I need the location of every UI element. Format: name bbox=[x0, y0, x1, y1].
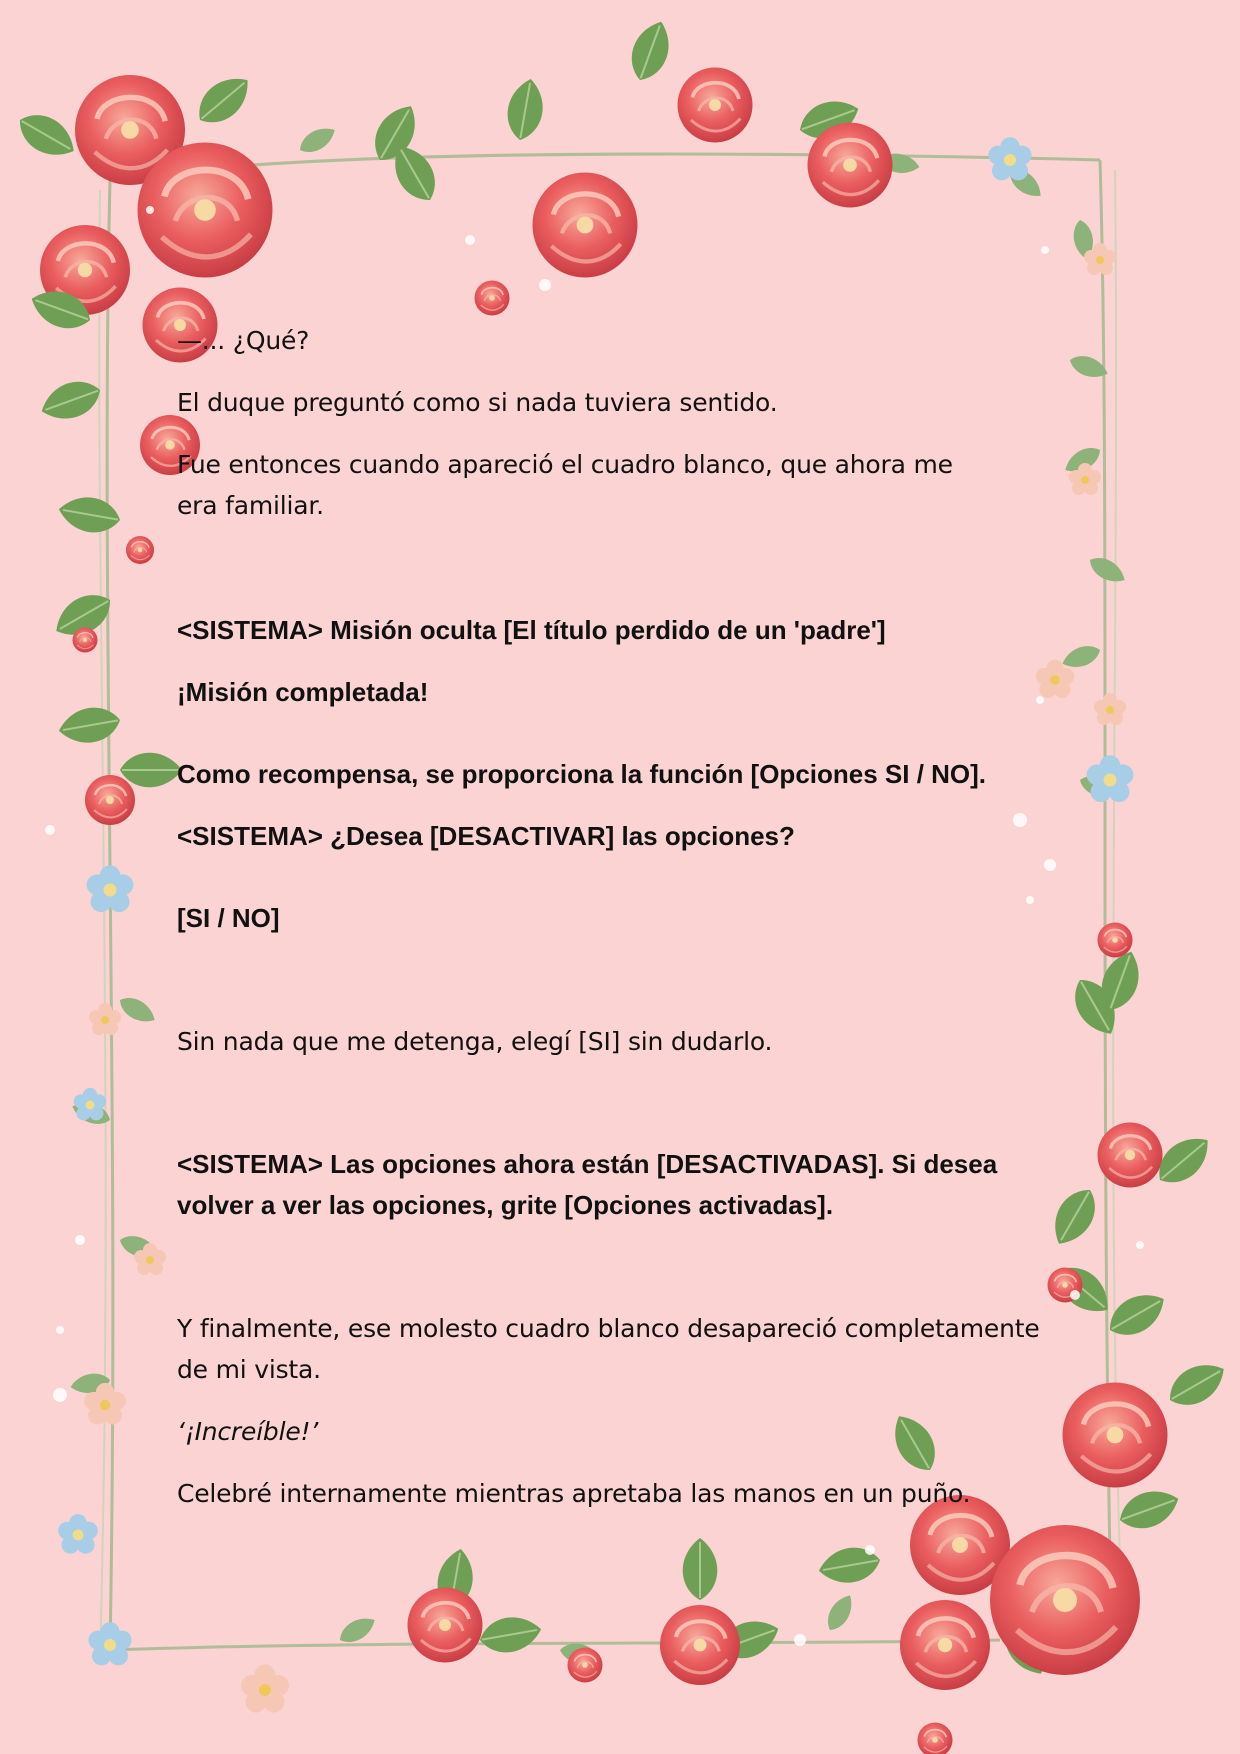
thought-line: ‘¡Increíble!’ bbox=[177, 1417, 319, 1446]
story-text bbox=[177, 320, 1067, 1514]
system-message: ¡Misión completada! bbox=[177, 677, 429, 707]
narration-paragraph: Sin nada que me detenga, elegí [SI] sin dudarlo. bbox=[177, 1027, 773, 1056]
system-message: <SISTEMA> Las opciones ahora están [DESACTIVADAS]. Si desea volver a ver las opciones, grite [Opciones activadas]. bbox=[177, 1149, 998, 1220]
system-message: Como recompensa, se proporciona la función [Opciones SI / NO]. bbox=[177, 759, 987, 789]
system-message: <SISTEMA> Misión oculta [El título perdido de un 'padre'] bbox=[177, 615, 886, 645]
system-prompt: <SISTEMA> ¿Desea [DESACTIVAR] las opciones? bbox=[177, 821, 795, 851]
narration-paragraph: El duque preguntó como si nada tuviera sentido. bbox=[177, 388, 778, 417]
system-choice: [SI / NO] bbox=[177, 903, 280, 933]
narration-paragraph: Celebré internamente mientras apretaba las manos en un puño. bbox=[177, 1479, 971, 1508]
narration-paragraph: Fue entonces cuando apareció el cuadro blanco, que ahora me era familiar. bbox=[177, 450, 953, 520]
narration-paragraph: Y finalmente, ese molesto cuadro blanco desapareció completamente de mi vista. bbox=[177, 1314, 1040, 1384]
dialogue-line: —... ¿Qué? bbox=[177, 326, 310, 355]
